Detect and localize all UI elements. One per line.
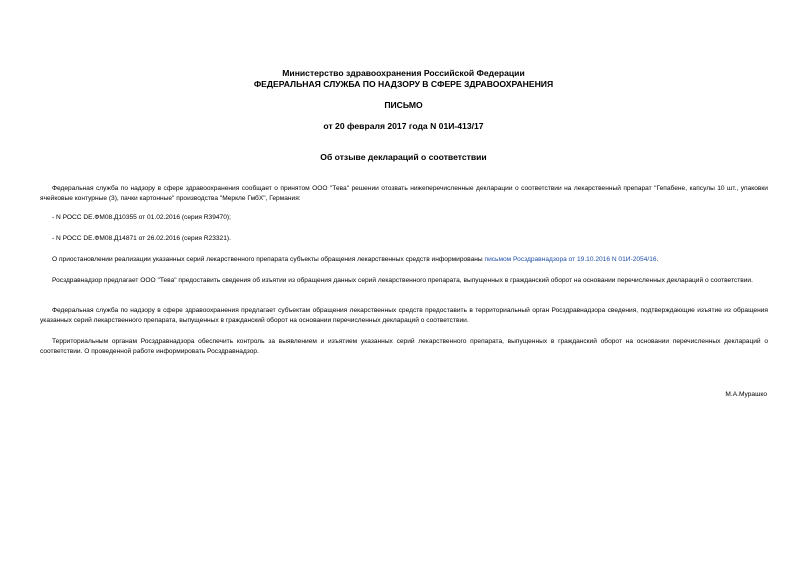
- paragraph-1-text: Федеральная служба по надзору в сфере здравоохранения сообщает о принятом ООО "Тева" решении отозвать нижеперечисленные декларации о соответствии на лекарственный препарат "Гепабене, капсулы 10 шт., упаковки ячейковые контурные (3), пачки картонные" производства "Меркле ГмбХ", Германия:: [40, 185, 768, 202]
- paragraph-3: [40, 276, 768, 286]
- paragraph-5-text: Территориальным органам Росздравнадзора обеспечить контроль за выявлением и изъятием указанных серий лекарственного препарата, выпущенных в гражданский оборот на основании перечисленных деклараций о соответствии. О проведенной работе информировать Росздравнадзор.: [40, 338, 768, 355]
- paragraph-3-text: Росздравнадзор предлагает ООО "Тева" предоставить сведения об изъятии из обращения данных серий лекарственного препарата, выпущенных в гражданский оборот на основании перечисленных деклараций о соответствии.: [52, 277, 753, 284]
- document-type: ПИСЬМО: [384, 100, 423, 110]
- paragraph-2-text: [40, 255, 768, 265]
- paragraph-2-before: О приостановлении реализации указанных серий лекарственного препарата субъекты обращения лекарственных средств информированы: [52, 256, 485, 263]
- paragraph-4: [40, 306, 768, 326]
- declaration-item-2: [40, 234, 768, 244]
- paragraph-4-text: Федеральная служба по надзору в сфере здравоохранения предлагает субъектам обращения лекарственных средств предоставить в территориальный орган Росздравнадзора сведения, подтверждающие изъятие из обращения указанных серий лекарственного препарата, выпущенных в гражданский оборот на основании перечисленных деклараций о соответствии.: [40, 307, 768, 324]
- document-date-number: от 20 февраля 2017 года N 01И-413/17: [323, 121, 484, 131]
- declaration-item-1: [40, 213, 768, 223]
- ministry-name: Министерство здравоохранения Российской Федерации: [282, 68, 525, 78]
- declaration-item-1-text: - N РОСС DE.ФМ08.Д10355 от 01.02.2016 (серия R39470);: [52, 214, 231, 221]
- paragraph-2: [40, 255, 768, 265]
- paragraph-2-after: .: [656, 256, 659, 263]
- roszdravnadzor-letter-link[interactable]: письмом Росздравнадзора от 19.10.2016 N 01И-2054/16: [484, 256, 657, 263]
- paragraph-1: [40, 184, 768, 204]
- paragraph-5: [40, 337, 768, 357]
- declaration-item-2-text: - N РОСС DE.ФМ08.Д14871 от 26.02.2016 (серия R23321).: [52, 235, 231, 242]
- document-subject: Об отзыве деклараций о соответствии: [320, 152, 487, 162]
- signature: М.А.Мурашко: [725, 391, 767, 398]
- service-name: ФЕДЕРАЛЬНАЯ СЛУЖБА ПО НАДЗОРУ В СФЕРЕ ЗДРАВООХРАНЕНИЯ: [253, 79, 554, 89]
